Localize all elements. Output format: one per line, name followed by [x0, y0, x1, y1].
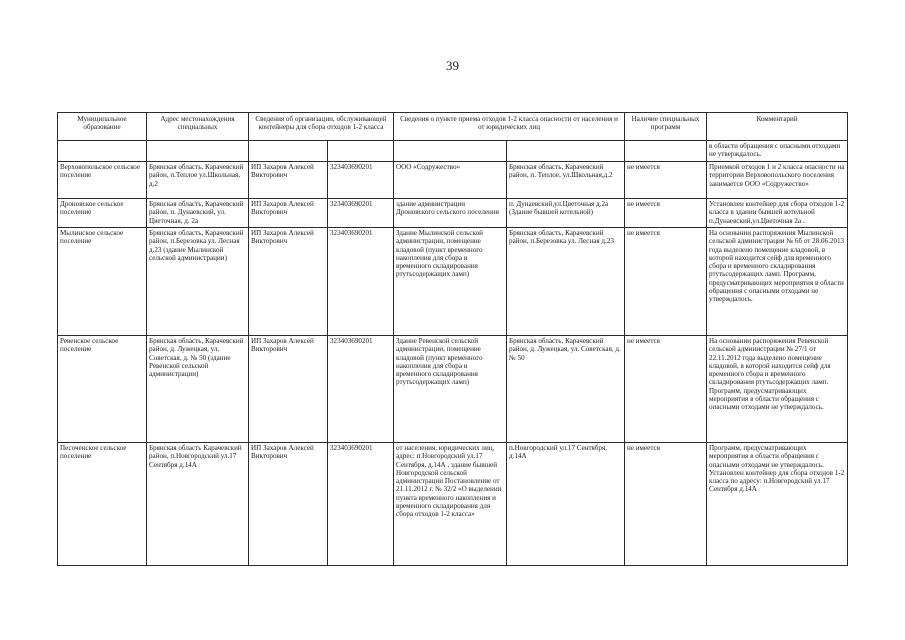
comment-cell: На основании распоряжения Ревенской сельской администрации № 27/1 от 22.11.2012 года выделено помещение кладовой, в которой находится сейф для временного сбора и временного складирования ртутьсодержащих ламп. Программ, предусматривающих мероприятия в области обращения с опасными отходами не утверждалось. — [707, 336, 848, 443]
programs-cell: не имеется — [625, 336, 707, 443]
point-address-cell: Брянская область, Карачевский район, д. Лужецкая, ул. Советская, д. № 50 — [507, 336, 625, 443]
collection-point-cell: ООО «Содружество» — [394, 162, 507, 199]
table-row — [58, 443, 848, 566]
point-address-cell: Брянская область, Карачевский район, п.Березовка ул. Лесная д.23 — [507, 228, 625, 336]
point-address-cell: Брянская область, Карачевский район, п. Теплое, ул.Школьная,д.2 — [507, 162, 625, 199]
inn-cell: 323403690201 — [328, 336, 394, 443]
table-row-continuation — [58, 141, 848, 162]
comment-cell: На основании распоряжения Мылинской сельской администрации № 6б от 28.06.2013 года выделено помещение кладовой, в которой находится сейф для временного сбора и временного складирования ртутьсодержащих ламп. Программ, предусматривающих мероприятия в области обращения с опасными отходами не утверждалось. — [707, 228, 848, 336]
address-cell: Брянская область, Карачевский район, п.Теплое ул.Школьная, д.2 — [147, 162, 249, 199]
table-row — [58, 336, 848, 443]
comment-cell: Приемкой отходов 1 и 2 класса опасности на территории Верховопольского поселения занимается ООО «Содружество» — [707, 162, 848, 199]
table-header-row — [58, 113, 848, 141]
address-cell: Брянская область Карачевский район, п.Новгородский ул.17 Сентября д.14А — [147, 443, 249, 566]
programs-cell: не имеется — [625, 228, 707, 336]
municipality-cell: Дроновское сельское поселение — [58, 199, 147, 228]
comment-cell: Программ, предусматривающих мероприятия в области обращения с опасными отходами не утверждалось. Установлен контейнер для сбора отходов 1-2 класса по адресу: п.Новгородский ул.17 Сентября д.14А — [707, 443, 848, 566]
organization-cell: ИП Захаров Алексей Викторович — [249, 199, 328, 228]
collection-point-cell: от населения, юридических лиц, адрес: п.Новгородский ул.17 Сентября, д.14А , здание бывшей Новгородской сельской администрации Постановление от 21.11.2012 г. № 32/2 «О выделении пункта временного накопления и временного складирования для сбора отходов 1-2 класса» — [394, 443, 507, 566]
table-row — [58, 162, 848, 199]
point-address-cell: п. Дунаевский,ул.Цветочная д.2а (Здание бывшей котельной) — [507, 199, 625, 228]
table-row — [58, 199, 848, 228]
municipality-cell: Мылинское сельское поселение — [58, 228, 147, 336]
header-organization: Сведения об организации, обслуживающей контейнеры для сбора отходов 1-2 класса — [249, 113, 394, 141]
municipality-cell: Верховопольское сельское поселение — [58, 162, 147, 199]
organization-cell: ИП Захаров Алексей Викторович — [249, 443, 328, 566]
page-number: 39 — [446, 58, 459, 73]
organization-cell: ИП Захаров Алексей Викторович — [249, 228, 328, 336]
header-collection-point: Сведения о пункте приема отходов 1-2 класса опасности от населения и от юридических лиц — [394, 113, 625, 141]
header-programs: Наличие специальных программ — [625, 113, 707, 141]
address-cell: Брянская область, Карачевский район, п. Дунаевский, ул. Цветочная, д. 2а — [147, 199, 249, 228]
collection-point-cell: Здание Мылинской сельской администрации, помещение кладовой (пункт временного накопления для сбора и временного складирования ртутьсодержащих ламп) — [394, 228, 507, 336]
address-cell: Брянская область, Карачевский район, п.Березовка ул. Лесная д.23 (здание Мылинской сельской администрации) — [147, 228, 249, 336]
header-comment: Комментарий — [707, 113, 848, 141]
municipality-cell: Песоченское сельское поселение — [58, 443, 147, 566]
table-row — [58, 228, 848, 336]
collection-point-cell: Здание Ревенской сельской администрации, помещение кладовой (пункт временного накопления для сбора и временного складирования ртутьсодержащих ламп) — [394, 336, 507, 443]
comment-cell: в области обращения с опасными отходами не утверждалось. — [707, 141, 848, 162]
inn-cell: 323403690201 — [328, 162, 394, 199]
inn-cell: 323403690201 — [328, 228, 394, 336]
municipality-cell: Ревенское сельское поселение — [58, 336, 147, 443]
collection-point-cell: здание администрации Дроновского сельского поселения — [394, 199, 507, 228]
comment-cell: Установлен контейнер для сбора отходов 1-2 класса в здании бывшей котельной п.Дунаевский,ул.Цветочная 2а . — [707, 199, 848, 228]
organization-cell: ИП Захаров Алексей Викторович — [249, 336, 328, 443]
address-cell: Брянская область, Карачевский район, д. Лужецкая, ул. Советская, д. № 50 (здание Ревенской сельской администрации) — [147, 336, 249, 443]
programs-cell: не имеется — [625, 199, 707, 228]
inn-cell: 323403690201 — [328, 443, 394, 566]
header-address: Адрес местонахождения специальных — [147, 113, 249, 141]
programs-cell: не имеется — [625, 162, 707, 199]
header-municipality: Муниципальное образование — [58, 113, 147, 141]
point-address-cell: п.Новгородский ул.17 Сентября, д.14А — [507, 443, 625, 566]
programs-cell: не имеется — [625, 443, 707, 566]
organization-cell: ИП Захаров Алексей Викторович — [249, 162, 328, 199]
inn-cell: 323403690201 — [328, 199, 394, 228]
waste-collection-table — [57, 112, 848, 566]
